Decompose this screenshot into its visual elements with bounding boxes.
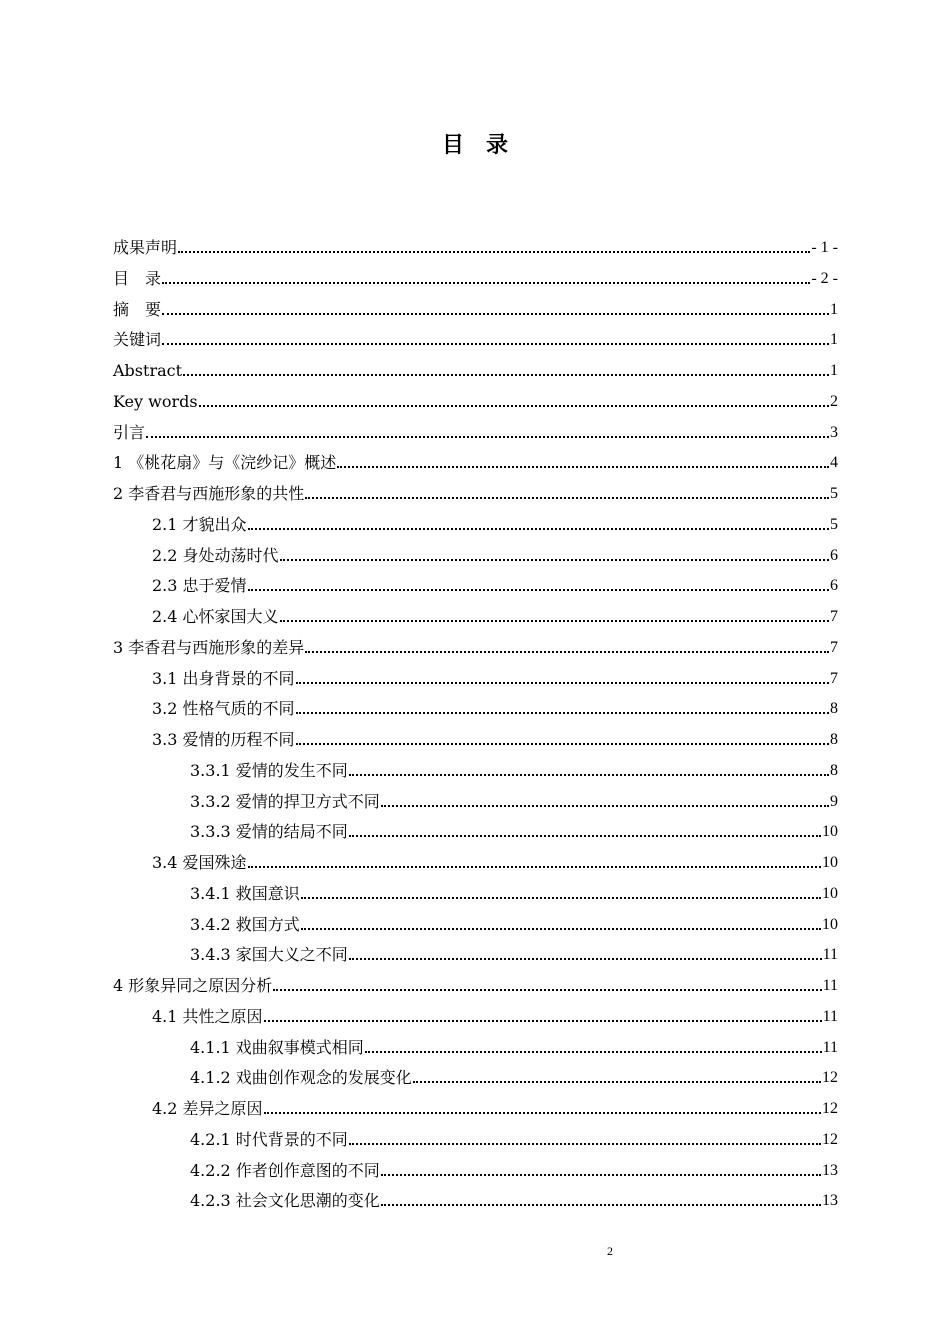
toc-entry-label: 3.3.1 爱情的发生不同 — [190, 760, 348, 780]
toc-entry[interactable] — [113, 228, 838, 258]
toc-entry-label: 2.3 忠于爱情 — [152, 576, 247, 596]
toc-entry-page: 10 — [822, 854, 838, 871]
toc-entry[interactable] — [152, 505, 838, 535]
toc-entry-label: 2.2 身处动荡时代 — [152, 545, 279, 565]
toc-entry-label: 3.3 爱情的历程不同 — [152, 730, 295, 749]
toc-entry[interactable] — [152, 1089, 838, 1119]
toc-entry-label: 3.2 性格气质的不同 — [152, 699, 295, 719]
toc-entry[interactable] — [152, 689, 838, 719]
toc-entry[interactable] — [152, 597, 838, 627]
toc-entry[interactable] — [152, 997, 838, 1027]
dot-leader — [199, 405, 829, 407]
toc-entry-label: 4.2.2 作者创作意图的不同 — [190, 1160, 380, 1180]
dot-leader — [248, 528, 829, 530]
toc-entry-label: 2 李香君与西施形象的共性 — [113, 484, 305, 503]
toc-entry-label: 4.1.2 戏曲创作观念的发展变化 — [190, 1068, 412, 1088]
toc-entry-page: 10 — [822, 915, 838, 933]
toc-entry-page: 3 — [830, 423, 838, 441]
toc-entry[interactable] — [152, 536, 838, 566]
dot-leader — [381, 1174, 821, 1176]
toc-entry-label: 4.1 共性之原因 — [152, 1006, 263, 1026]
toc-entry-page: - 2 - — [811, 269, 838, 287]
toc-entry-label: 4 形象异同之原因分析 — [113, 976, 273, 995]
toc-entry[interactable] — [190, 1181, 838, 1211]
dot-leader — [273, 989, 821, 991]
dot-leader — [162, 343, 829, 345]
dot-leader — [349, 958, 822, 960]
dot-leader — [264, 1112, 821, 1114]
toc-entry[interactable] — [152, 720, 838, 750]
toc-entry-page: 13 — [822, 1161, 838, 1179]
dot-leader — [296, 712, 829, 714]
toc-entry-label: 成果声明 — [113, 238, 178, 257]
dot-leader — [413, 1081, 821, 1083]
toc-entry-label: 4.2.1 时代背景的不同 — [190, 1129, 348, 1149]
dot-leader — [280, 559, 829, 561]
dot-leader — [349, 1143, 821, 1145]
toc-entry-page: 11 — [822, 977, 838, 994]
toc-entry-label: 3.4.3 家国大义之不同 — [190, 945, 348, 965]
toc-entry-label: 3 李香君与西施形象的差异 — [113, 637, 305, 657]
toc-entry-label: 2.1 才貌出众 — [152, 514, 247, 534]
toc-entry[interactable] — [190, 782, 838, 812]
toc-entry-page: 11 — [822, 1007, 838, 1025]
toc-entry[interactable] — [113, 443, 838, 473]
toc-entry-label: 1 《桃花扇》与《浣纱记》概述 — [113, 453, 337, 473]
toc-entry-label: 4.2.3 社会文化思潮的变化 — [190, 1191, 380, 1211]
dot-leader — [162, 313, 829, 315]
toc-entry-page: 1 — [830, 300, 838, 318]
toc-entry[interactable] — [190, 751, 838, 781]
toc-entry[interactable] — [190, 905, 838, 935]
page-title: 目录 — [441, 133, 530, 158]
dot-leader — [248, 866, 821, 868]
toc-entry-page: 13 — [822, 1192, 838, 1210]
toc-entry[interactable] — [113, 259, 838, 289]
dot-leader — [280, 620, 829, 622]
toc-entry-page: 4 — [830, 454, 838, 472]
toc-entry-page: 12 — [822, 1130, 838, 1148]
toc-entry[interactable] — [113, 474, 838, 504]
toc-entry-label: Abstract — [113, 361, 183, 380]
toc-entry-label: 目 录 — [113, 268, 162, 288]
dot-leader — [305, 651, 829, 653]
toc-entry-page: 6 — [830, 577, 838, 595]
toc-entry-page: - 1 - — [811, 239, 838, 256]
dot-leader — [296, 682, 829, 684]
toc-entry-label: 3.3.3 爱情的结局不同 — [190, 822, 348, 842]
toc-entry-page: 11 — [822, 946, 838, 964]
toc-entry-label: 3.1 出身背景的不同 — [152, 668, 295, 688]
toc-entry-page: 1 — [830, 362, 838, 379]
toc-entry-label: 2.4 心怀家国大义 — [152, 607, 279, 626]
dot-leader — [337, 466, 829, 468]
toc-entry[interactable] — [113, 966, 838, 996]
dot-leader — [301, 897, 821, 899]
toc-entry-page: 9 — [830, 792, 838, 810]
toc-entry-label: 3.4 爱国殊途 — [152, 853, 247, 872]
toc-entry[interactable] — [190, 935, 838, 965]
toc-entry-page: 8 — [830, 731, 838, 748]
toc-entry[interactable] — [113, 320, 838, 350]
toc-entry[interactable] — [113, 351, 838, 381]
toc-entry-page: 2 — [830, 392, 838, 410]
toc-entry-page: 1 — [830, 331, 838, 349]
page-number: 2 — [607, 1244, 613, 1258]
toc-entry[interactable] — [190, 1120, 838, 1150]
toc-entry-page: 12 — [822, 1100, 838, 1117]
toc-entry[interactable] — [113, 413, 838, 443]
toc-entry[interactable] — [190, 1151, 838, 1181]
dot-leader — [305, 497, 829, 499]
dot-leader — [301, 928, 821, 930]
toc-entry-label: 引言 — [113, 422, 146, 442]
toc-entry-page: 5 — [830, 515, 838, 533]
dot-leader — [248, 589, 829, 591]
toc-entry[interactable] — [190, 812, 838, 842]
toc-entry-label: 3.4.2 救国方式 — [190, 914, 300, 934]
toc-entry[interactable] — [152, 566, 838, 596]
toc-entry-label: Key words — [113, 391, 198, 411]
toc-entry-page: 7 — [830, 638, 838, 656]
dot-leader — [264, 1020, 822, 1022]
toc-entry[interactable] — [190, 1028, 838, 1058]
dot-leader — [365, 1051, 822, 1053]
toc-entry-page: 7 — [830, 669, 838, 687]
toc-entry[interactable] — [190, 874, 838, 904]
toc-entry-page: 6 — [830, 546, 838, 564]
toc-entry-label: 3.3.2 爱情的捍卫方式不同 — [190, 791, 380, 811]
dot-leader — [381, 1204, 821, 1206]
toc-entry[interactable] — [113, 628, 838, 658]
dot-leader — [349, 835, 821, 837]
toc-entry-label: 4.2 差异之原因 — [152, 1099, 263, 1118]
dot-leader — [146, 436, 829, 438]
toc-entry[interactable] — [190, 1058, 838, 1088]
toc-entry[interactable] — [152, 843, 838, 873]
toc-entry-label: 摘 要 — [113, 299, 162, 319]
toc-entry[interactable] — [113, 290, 838, 320]
toc-entry[interactable] — [152, 659, 838, 689]
toc-entry-page: 8 — [830, 761, 838, 779]
toc-entry-page: 8 — [830, 700, 838, 718]
toc-entry-page: 7 — [830, 608, 838, 625]
toc-entry-page: 10 — [822, 823, 838, 841]
dot-leader — [178, 251, 810, 253]
toc-entry-page: 10 — [822, 884, 838, 902]
dot-leader — [381, 805, 829, 807]
toc-entry-label: 3.4.1 救国意识 — [190, 883, 300, 903]
toc-entry[interactable] — [113, 382, 838, 412]
dot-leader — [183, 374, 829, 376]
toc-entry-page: 11 — [822, 1038, 838, 1056]
dot-leader — [296, 743, 829, 745]
toc-entry-label: 关键词 — [113, 330, 162, 350]
toc-entry-page: 5 — [830, 485, 838, 502]
toc-entry-page: 12 — [822, 1069, 838, 1087]
toc-entry-label: 4.1.1 戏曲叙事模式相同 — [190, 1037, 364, 1057]
dot-leader — [349, 774, 829, 776]
dot-leader — [162, 282, 810, 284]
